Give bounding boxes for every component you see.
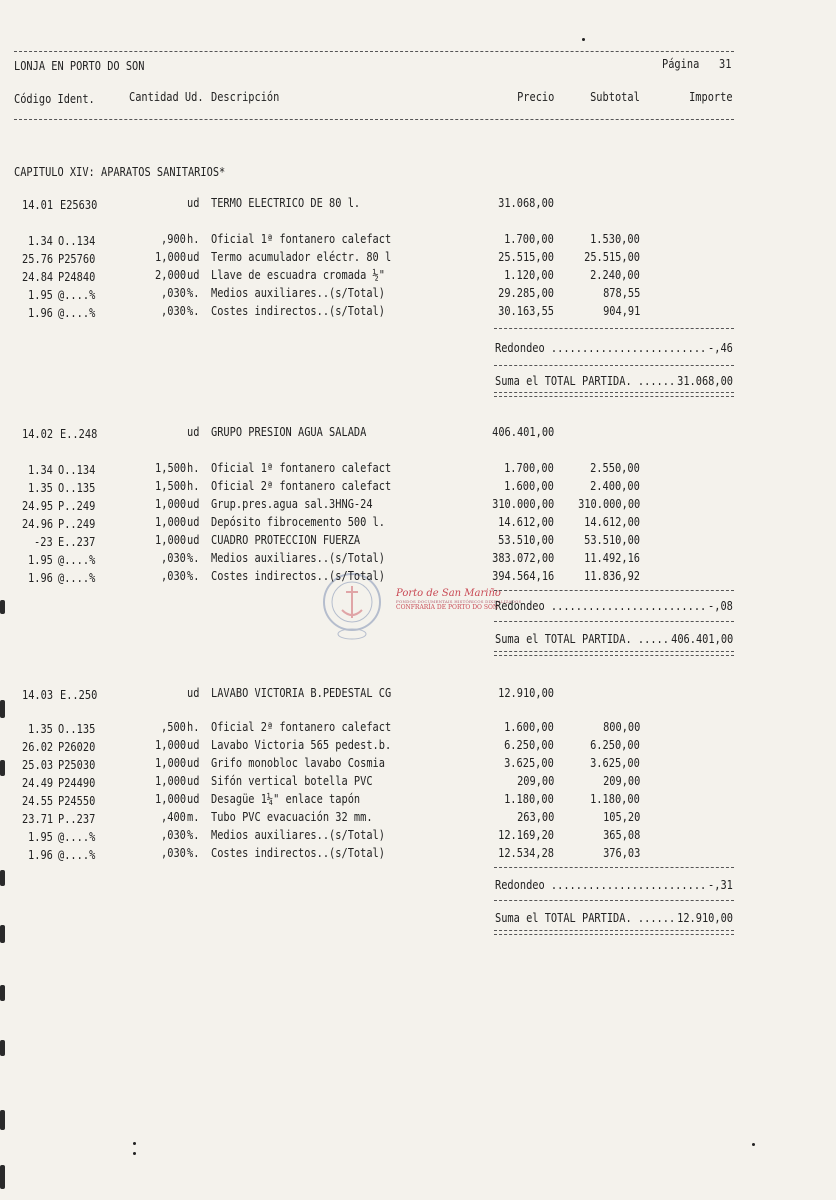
line-desc: Tubo PVC evacuación 32 mm. [211,810,373,824]
line-code: 1.35 [28,481,53,495]
line-unit: ud [187,756,200,770]
line-code: 1.95 [28,830,53,844]
line-unit: %. [187,304,200,318]
line-code: 23.71 [21,812,53,826]
partida-unit: ud [187,425,200,439]
line-ident: O..135 [58,481,96,495]
line-ident: P..249 [58,499,96,513]
partida-ident: E..250 [60,688,98,702]
speck [582,38,585,41]
line-qty: ,030 [161,846,186,860]
line-price: 1.700,00 [504,461,554,475]
line-ident: P25030 [58,758,96,772]
line-subtotal: 310.000,00 [577,497,640,511]
binder-mark [0,985,5,1001]
line-qty: ,030 [161,286,186,300]
line-desc: Oficial 1ª fontanero calefact [211,232,392,246]
line-qty: 1,000 [154,250,186,264]
line-unit: h. [187,232,200,246]
total-double-rule [494,930,734,935]
header-rule-bottom [14,119,734,120]
line-price: 3.625,00 [504,756,554,770]
subtotal-rule [494,590,734,591]
line-code: 24.95 [21,499,53,513]
line-price: 209,00 [516,774,554,788]
partida-code: 14.03 [22,688,54,702]
line-subtotal: 105,20 [602,810,640,824]
line-ident: @....% [58,571,96,585]
line-desc: Oficial 1ª fontanero calefact [211,461,392,475]
line-code: 26.02 [21,740,53,754]
line-unit: %. [187,828,200,842]
line-unit: ud [187,533,200,547]
watermark-subtitle: FONDOS DOCUMENTAIS HISTÓRICOS DIXITALIZADOS [396,599,522,604]
line-qty: 1,000 [154,756,186,770]
chapter-title: CAPITULO XIV: APARATOS SANITARIOS* [14,165,226,179]
line-price: 383.072,00 [491,551,554,565]
line-desc: Desagüe 1¼" enlace tapón [211,792,361,806]
line-desc: CUADRO PROTECCION FUERZA [211,533,361,547]
line-qty: 2,000 [154,268,186,282]
line-subtotal: 14.612,00 [584,515,640,529]
line-unit: %. [187,569,200,583]
line-price: 12.534,28 [498,846,554,860]
line-price: 29.285,00 [498,286,554,300]
line-qty: ,030 [161,569,186,583]
partida-price: 31.068,00 [498,196,554,210]
line-desc: Medios auxiliares..(s/Total) [211,828,385,842]
line-price: 263,00 [516,810,554,824]
speck [133,1142,136,1145]
line-desc: Medios auxiliares..(s/Total) [211,286,385,300]
line-price: 1.120,00 [504,268,554,282]
line-subtotal: 2.550,00 [590,461,640,475]
line-qty: ,030 [161,304,186,318]
line-subtotal: 25.515,00 [584,250,640,264]
line-ident: @....% [58,830,96,844]
line-subtotal: 376,03 [602,846,640,860]
line-price: 6.250,00 [504,738,554,752]
line-desc: Oficial 2ª fontanero calefact [211,479,392,493]
line-price: 1.600,00 [504,479,554,493]
line-qty: 1,000 [154,774,186,788]
line-qty: ,030 [161,551,186,565]
line-unit: ud [187,738,200,752]
line-subtotal: 365,08 [602,828,640,842]
line-unit: h. [187,720,200,734]
binder-mark [0,1110,5,1130]
redondeo-value: -,31 [708,878,733,892]
line-ident: @....% [58,553,96,567]
binder-mark [0,1165,5,1189]
line-price: 14.612,00 [498,515,554,529]
line-desc: Llave de escuadra cromada ½" [211,268,385,282]
line-ident: @....% [58,306,96,320]
line-subtotal: 209,00 [602,774,640,788]
line-ident: O..135 [58,722,96,736]
line-price: 12.169,20 [498,828,554,842]
line-price: 310.000,00 [491,497,554,511]
line-qty: 1,000 [154,497,186,511]
partida-price: 406.401,00 [491,425,554,439]
line-desc: Depósito fibrocemento 500 l. [211,515,385,529]
total-value: 406.401,00 [670,632,733,646]
col-header-desc: Descripción [211,90,280,104]
total-label: Suma el TOTAL PARTIDA. ...... [495,911,682,925]
partida-desc: LAVABO VICTORIA B.PEDESTAL CG [211,686,392,700]
line-ident: P..237 [58,812,96,826]
line-price: 1.700,00 [504,232,554,246]
line-price: 25.515,00 [498,250,554,264]
line-price: 53.510,00 [498,533,554,547]
partida-ident: E25630 [60,198,98,212]
line-qty: 1,000 [154,515,186,529]
total-label: Suma el TOTAL PARTIDA. ...... [495,374,682,388]
line-ident: P26020 [58,740,96,754]
binder-mark [0,760,5,776]
col-header-importe: Importe [689,90,733,104]
line-ident: P24550 [58,794,96,808]
col-header-code: Código Ident. [14,92,95,106]
binder-mark [0,870,5,886]
watermark-brand: Porto de San Mariño [396,588,501,599]
total-value: 12.910,00 [677,911,733,925]
line-subtotal: 2.400,00 [590,479,640,493]
col-header-price: Precio [516,90,554,104]
line-code: 24.84 [21,270,53,284]
page-label: Página [662,57,700,71]
line-code: 1.96 [28,306,53,320]
partida-unit: ud [187,686,200,700]
line-ident: P..249 [58,517,96,531]
line-unit: h. [187,461,200,475]
redondeo-rule [494,900,734,901]
line-desc: Oficial 2ª fontanero calefact [211,720,392,734]
line-qty: ,030 [161,828,186,842]
line-unit: %. [187,846,200,860]
partida-desc: TERMO ELECTRICO DE 80 l. [211,196,361,210]
line-subtotal: 11.492,16 [584,551,640,565]
line-unit: ud [187,515,200,529]
line-code: -23 [34,535,53,549]
speck [752,1143,755,1146]
partida-price: 12.910,00 [498,686,554,700]
partida-ident: E..248 [60,427,98,441]
line-subtotal: 878,55 [602,286,640,300]
line-code: 24.49 [21,776,53,790]
line-code: 24.55 [21,794,53,808]
partida-unit: ud [187,196,200,210]
line-subtotal: 800,00 [602,720,640,734]
line-price: 1.180,00 [504,792,554,806]
line-desc: Lavabo Victoria 565 pedest.b. [211,738,392,752]
line-ident: @....% [58,288,96,302]
redondeo-label: Redondeo ......................... [495,341,713,355]
watermark-org: CONFRARÍA DE PORTO DO SON [396,604,499,611]
line-desc: Costes indirectos..(s/Total) [211,846,385,860]
line-code: 1.35 [28,722,53,736]
redondeo-label: Redondeo ......................... [495,878,713,892]
line-unit: m. [187,810,200,824]
total-label: Suma el TOTAL PARTIDA. ..... [495,632,676,646]
partida-desc: GRUPO PRESION AGUA SALADA [211,425,367,439]
col-header-subtotal: Subtotal [590,90,640,104]
line-subtotal: 6.250,00 [590,738,640,752]
line-desc: Medios auxiliares..(s/Total) [211,551,385,565]
line-subtotal: 53.510,00 [584,533,640,547]
line-ident: P25760 [58,252,96,266]
speck [133,1152,136,1155]
line-code: 1.96 [28,848,53,862]
line-price: 394.564,16 [491,569,554,583]
line-subtotal: 3.625,00 [590,756,640,770]
line-desc: Sifón vertical botella PVC [211,774,373,788]
line-qty: ,900 [161,232,186,246]
line-ident: P24490 [58,776,96,790]
partida-code: 14.02 [22,427,54,441]
redondeo-value: -,08 [708,599,733,613]
line-qty: ,500 [161,720,186,734]
line-desc: Termo acumulador eléctr. 80 l [211,250,392,264]
line-unit: ud [187,268,200,282]
line-unit: h. [187,479,200,493]
line-desc: Costes indirectos..(s/Total) [211,304,385,318]
line-ident: P24840 [58,270,96,284]
line-subtotal: 2.240,00 [590,268,640,282]
line-unit: %. [187,551,200,565]
total-value: 31.068,00 [677,374,733,388]
line-price: 1.600,00 [504,720,554,734]
line-ident: @....% [58,848,96,862]
total-double-rule [494,392,734,397]
line-code: 1.34 [28,463,53,477]
line-desc: Grifo monobloc lavabo Cosmia [211,756,385,770]
binder-mark [0,700,5,718]
line-code: 1.95 [28,288,53,302]
col-header-qty: Cantidad Ud. [129,90,204,104]
subtotal-rule [494,867,734,868]
line-code: 24.96 [21,517,53,531]
line-subtotal: 904,91 [602,304,640,318]
line-subtotal: 1.180,00 [590,792,640,806]
line-code: 25.76 [21,252,53,266]
line-qty: ,400 [161,810,186,824]
subtotal-rule [494,328,734,329]
binder-mark [0,925,5,943]
line-desc: Costes indirectos..(s/Total) [211,569,385,583]
page-number: 31 [719,57,732,71]
line-qty: 1,000 [154,792,186,806]
line-qty: 1,000 [154,533,186,547]
line-unit: ud [187,497,200,511]
line-subtotal: 11.836,92 [584,569,640,583]
line-subtotal: 1.530,00 [590,232,640,246]
line-qty: 1,000 [154,738,186,752]
redondeo-rule [494,365,734,366]
line-qty: 1,500 [154,479,186,493]
header-rule-top [14,51,734,52]
redondeo-label: Redondeo ......................... [495,599,713,613]
total-double-rule [494,651,734,656]
line-unit: ud [187,250,200,264]
line-code: 1.95 [28,553,53,567]
redondeo-rule [494,621,734,622]
redondeo-value: -,46 [708,341,733,355]
line-qty: 1,500 [154,461,186,475]
line-unit: ud [187,792,200,806]
line-code: 25.03 [21,758,53,772]
project-title: LONJA EN PORTO DO SON [14,59,145,73]
line-code: 1.96 [28,571,53,585]
line-code: 1.34 [28,234,53,248]
line-ident: O..134 [58,234,96,248]
partida-code: 14.01 [22,198,54,212]
line-price: 30.163,55 [498,304,554,318]
line-unit: ud [187,774,200,788]
binder-mark [0,600,5,614]
line-ident: O..134 [58,463,96,477]
line-unit: %. [187,286,200,300]
binder-mark [0,1040,5,1056]
line-ident: E..237 [58,535,96,549]
line-desc: Grup.pres.agua sal.3HNG-24 [211,497,373,511]
